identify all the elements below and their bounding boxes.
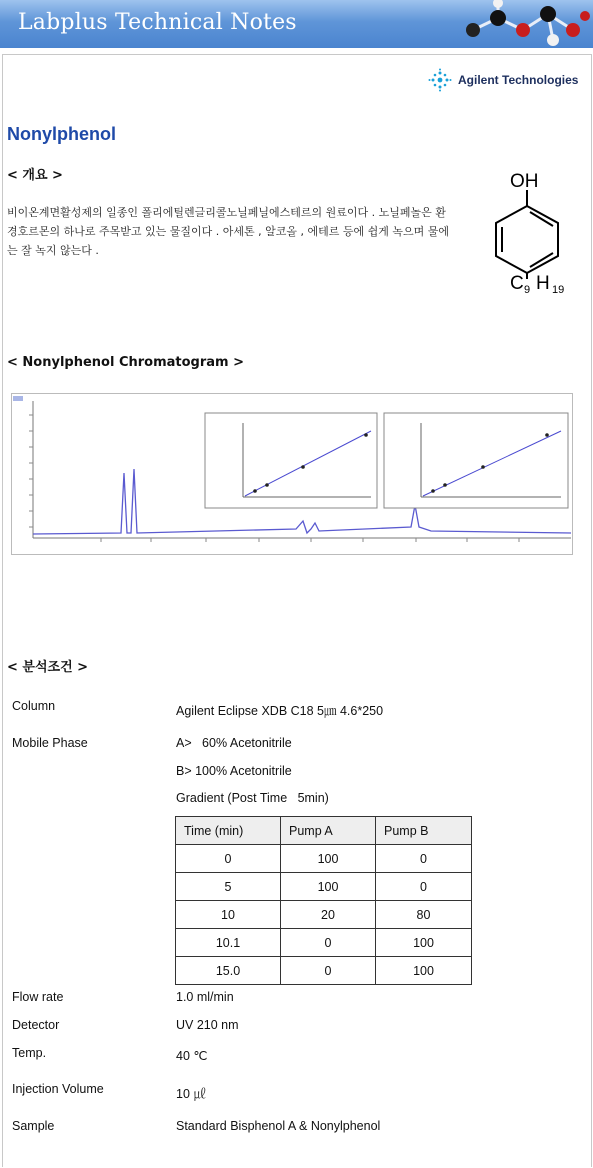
header-title: Labplus Technical Notes xyxy=(18,10,297,35)
table-cell: 80 xyxy=(376,901,472,929)
mobile-phase-b: B> 100% Acetonitrile xyxy=(176,764,292,778)
table-cell: 10 xyxy=(176,901,281,929)
table-cell: 100 xyxy=(376,929,472,957)
c-subscript: 9 xyxy=(524,284,531,296)
mobile-phase-label: Mobile Phase xyxy=(12,736,88,750)
table-row xyxy=(176,957,472,985)
gradient-table xyxy=(175,816,472,985)
c-label: C xyxy=(510,273,524,294)
table-cell: 10.1 xyxy=(176,929,281,957)
molecule-graphic xyxy=(453,0,593,48)
table-cell: 15.0 xyxy=(176,957,281,985)
overview-heading: < 개요 > xyxy=(7,168,63,183)
h-subscript: 19 xyxy=(552,284,565,296)
brand-name: Agilent Technologies xyxy=(458,73,579,87)
table-header-cell: Time (min) xyxy=(176,817,281,845)
temp-label: Temp. xyxy=(12,1046,47,1060)
column-value: Agilent Eclipse XDB C18 5㎛ 4.6*250 xyxy=(176,704,384,718)
table-header-cell: Pump A xyxy=(281,817,376,845)
table-cell: 100 xyxy=(281,873,376,901)
agilent-spark-icon xyxy=(428,68,452,92)
chromatogram-image xyxy=(11,393,573,555)
table-row xyxy=(176,901,472,929)
sample-value: Standard Bisphenol A & Nonylphenol xyxy=(176,1119,381,1133)
flow-rate-label: Flow rate xyxy=(12,990,64,1004)
table-cell: 5 xyxy=(176,873,281,901)
detector-value: UV 210 nm xyxy=(176,1018,239,1032)
oh-label: OH xyxy=(510,171,539,192)
table-cell: 100 xyxy=(281,845,376,873)
table-cell: 0 xyxy=(281,929,376,957)
table-row xyxy=(176,929,472,957)
sample-label: Sample xyxy=(12,1119,55,1133)
column-label: Column xyxy=(12,699,56,713)
injection-volume-label: Injection Volume xyxy=(12,1082,104,1096)
table-header-row xyxy=(176,817,472,845)
agilent-logo xyxy=(428,67,578,93)
injection-volume-value: 10 ㎕ xyxy=(176,1087,206,1101)
temp-value: 40 ℃ xyxy=(176,1049,208,1063)
nonylphenol-structure xyxy=(470,168,585,296)
flow-rate-value: 1.0 ml/min xyxy=(176,990,234,1004)
table-header-cell: Pump B xyxy=(376,817,472,845)
table-row xyxy=(176,873,472,901)
gradient-label: Gradient (Post Time 5min) xyxy=(176,791,329,805)
table-cell: 0 xyxy=(281,957,376,985)
page-title: Nonylphenol xyxy=(7,124,116,144)
overview-text: 비이온계면활성제의 일종인 폴리에틸렌글리콜노닐페닐에스테르의 원료이다 . 노닐페놀은 환경호르몬의 하나로 주목받고 있는 물질이다 . 아세톤 , 알코올 , 에테르 등에 쉽게 녹으며 물에는 잘 녹지 않는다 . xyxy=(7,206,449,257)
conditions-heading: < 분석조건 > xyxy=(7,660,89,675)
chromatogram-heading: < Nonylphenol Chromatogram > xyxy=(7,355,245,370)
table-cell: 100 xyxy=(376,957,472,985)
table-cell: 0 xyxy=(176,845,281,873)
table-row xyxy=(176,845,472,873)
detector-label: Detector xyxy=(12,1018,60,1032)
table-cell: 0 xyxy=(376,845,472,873)
mobile-phase-a: A> 60% Acetonitrile xyxy=(176,736,292,750)
h-label: H xyxy=(536,273,550,294)
page-header xyxy=(0,0,593,48)
table-cell: 0 xyxy=(376,873,472,901)
table-cell: 20 xyxy=(281,901,376,929)
